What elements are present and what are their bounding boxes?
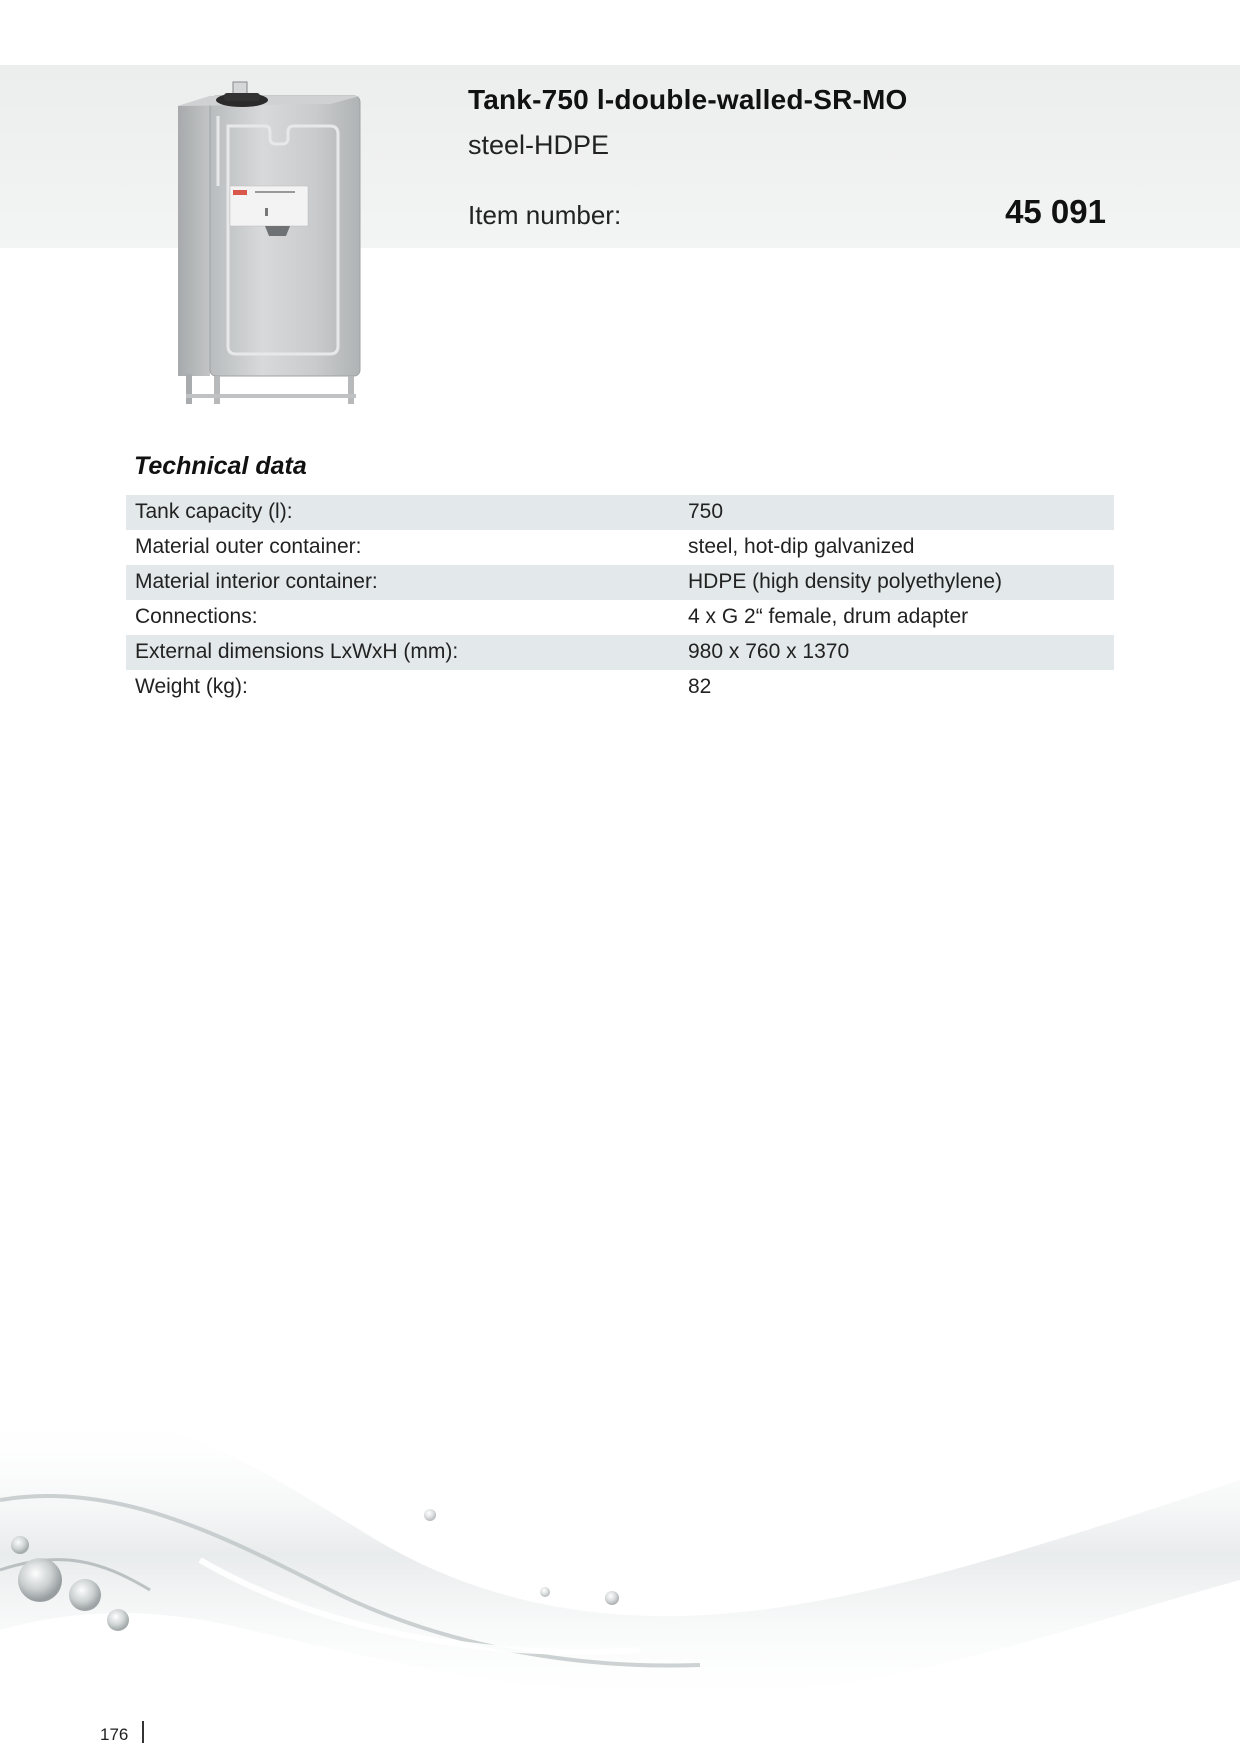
row-value: steel, hot-dip galvanized bbox=[688, 535, 915, 558]
row-value: HDPE (high density polyethylene) bbox=[688, 570, 1002, 593]
table-row bbox=[126, 565, 1114, 600]
row-label: External dimensions LxWxH (mm): bbox=[135, 640, 459, 663]
table-row bbox=[126, 670, 1114, 705]
item-number-value: 45 091 bbox=[1005, 193, 1106, 230]
table-row bbox=[126, 600, 1114, 635]
row-value: 4 x G 2“ female, drum adapter bbox=[688, 605, 969, 628]
row-value: 980 x 760 x 1370 bbox=[688, 640, 850, 663]
table-row bbox=[126, 530, 1114, 565]
table-row bbox=[126, 635, 1114, 670]
product-title: Tank-750 l-double-walled-SR-MO bbox=[468, 84, 908, 115]
technical-data-table bbox=[126, 495, 1114, 705]
tank-product-image bbox=[170, 76, 370, 406]
page-number: 176 bbox=[100, 1725, 129, 1744]
row-label: Material interior container: bbox=[135, 570, 378, 593]
item-number-label: Item number: bbox=[468, 200, 622, 230]
row-label: Weight (kg): bbox=[135, 675, 248, 698]
table-row bbox=[126, 495, 1114, 530]
product-subtitle: steel-HDPE bbox=[468, 130, 610, 160]
water-splash-graphic bbox=[0, 1330, 1240, 1730]
section-title: Technical data bbox=[134, 452, 307, 480]
row-value: 750 bbox=[688, 500, 724, 523]
row-label: Connections: bbox=[135, 605, 258, 628]
row-label: Tank capacity (l): bbox=[135, 500, 293, 523]
row-label: Material outer container: bbox=[135, 535, 362, 558]
row-value: 82 bbox=[688, 675, 712, 698]
page-number-divider bbox=[142, 1721, 144, 1743]
